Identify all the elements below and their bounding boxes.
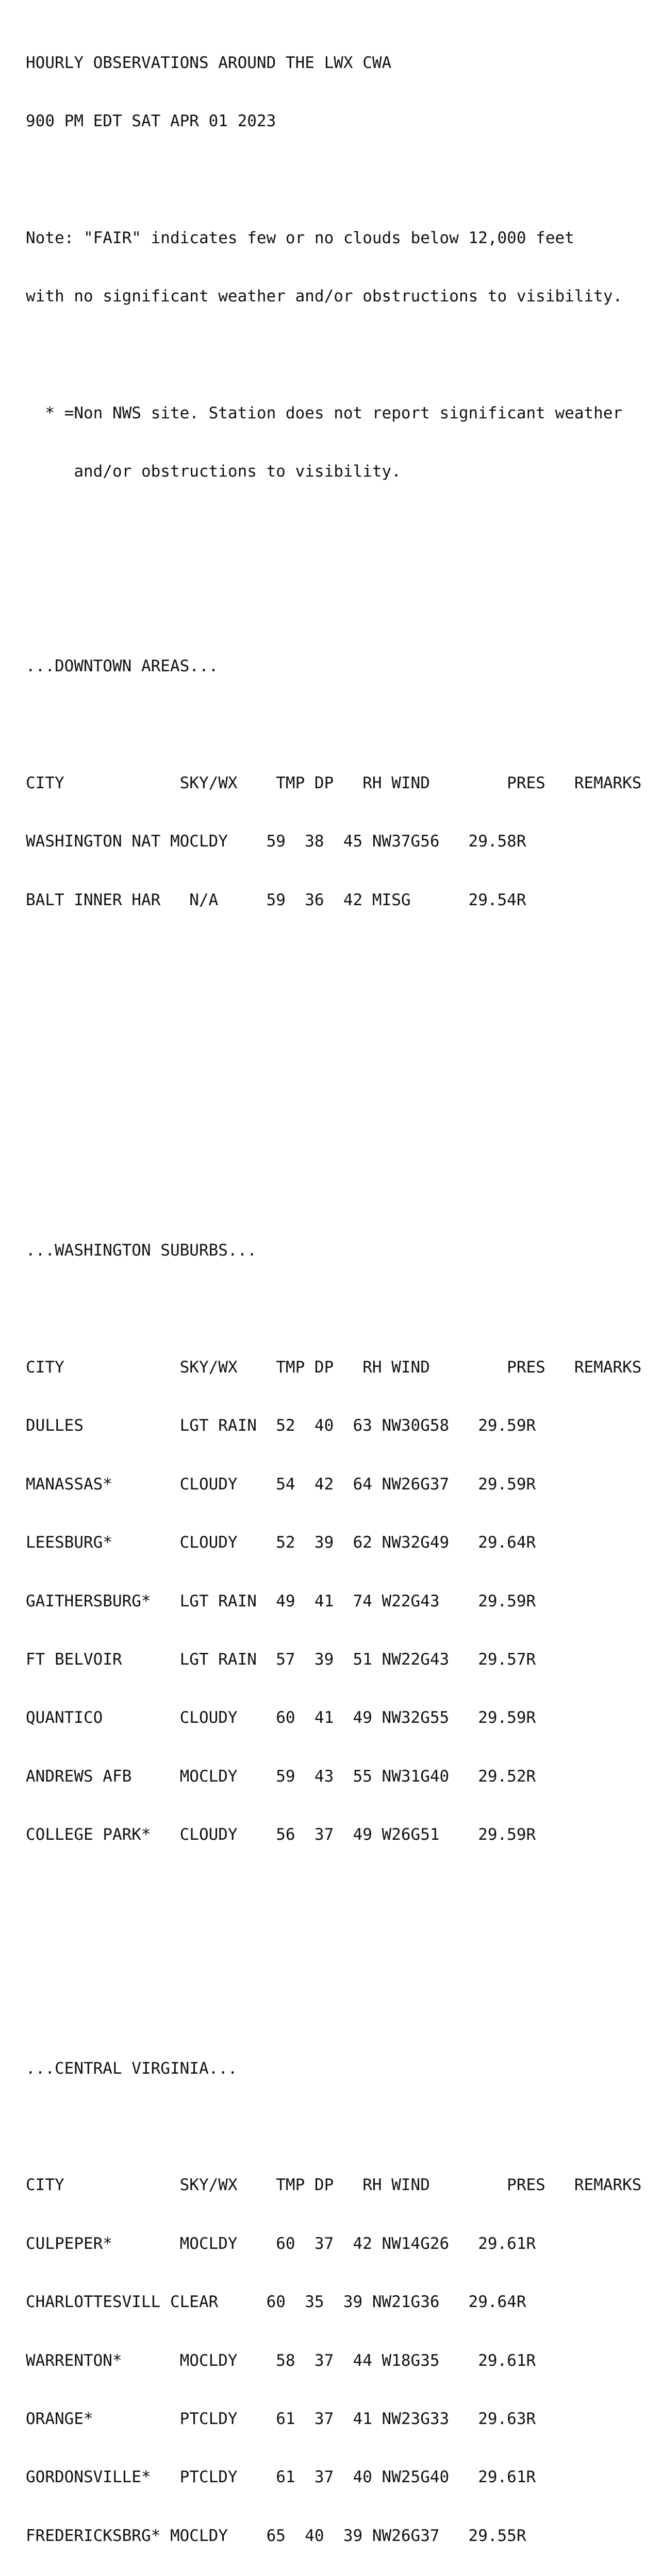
note-line-2: with no significant weather and/or obstructions to visibility. — [26, 287, 623, 306]
table-row: GAITHERSBURG* LGT RAIN 49 41 74 W22G43 29.59R — [26, 1591, 536, 1611]
table-row: CHARLOTTESVILL CLEAR 60 35 39 NW21G36 29.64R — [26, 2293, 526, 2312]
section-downtown-areas — [26, 618, 662, 950]
spacer — [26, 1105, 662, 1125]
spacer — [26, 716, 662, 735]
spacer — [26, 1923, 662, 1942]
table-row: BALT INNER HAR N/A 59 36 42 MISG 29.54R — [26, 890, 526, 909]
spacer — [26, 988, 662, 1008]
table-row: WASHINGTON NAT MOCLDY 59 38 45 NW37G56 29.58R — [26, 832, 526, 851]
report-timestamp: 900 PM EDT SAT APR 01 2023 — [26, 111, 276, 130]
table-row: COLLEGE PARK* CLOUDY 56 37 49 W26G51 29.59R — [26, 1825, 536, 1844]
section-title: ...CENTRAL VIRGINIA... — [26, 2059, 238, 2078]
table-row: FREDERICKSBRG* MOCLDY 65 40 39 NW26G37 29.55R — [26, 2526, 526, 2545]
section-central-virginia — [26, 2020, 662, 2576]
spacer — [26, 170, 662, 190]
table-row: GORDONSVILLE* PTCLDY 61 37 40 NW25G40 29.61R — [26, 2468, 536, 2487]
table-row: MANASSAS* CLOUDY 54 42 64 NW26G37 29.59R — [26, 1475, 536, 1494]
spacer — [26, 2117, 662, 2137]
report-title: HOURLY OBSERVATIONS AROUND THE LWX CWA — [26, 53, 392, 72]
table-row: LEESBURG* CLOUDY 52 39 62 NW32G49 29.64R — [26, 1533, 536, 1552]
section-washington-suburbs — [26, 1202, 662, 1884]
table-row: QUANTICO CLOUDY 60 41 49 NW32G55 29.59R — [26, 1708, 536, 1727]
spacer — [26, 346, 662, 365]
section-title: ...WASHINGTON SUBURBS... — [26, 1241, 257, 1260]
table-row: DULLES LGT RAIN 52 40 63 NW30G58 29.59R — [26, 1416, 536, 1435]
spacer — [26, 1046, 662, 1066]
table-header: CITY SKY/WX TMP DP RH WIND PRES REMARKS — [26, 774, 642, 793]
table-row: FT BELVOIR LGT RAIN 57 39 51 NW22G43 29.57R — [26, 1650, 536, 1669]
legend-line-1: * =Non NWS site. Station does not report significant weather — [26, 403, 623, 422]
spacer — [26, 1300, 662, 1319]
table-header: CITY SKY/WX TMP DP RH WIND PRES REMARKS — [26, 1358, 642, 1377]
legend-line-2: and/or obstructions to visibility. — [26, 462, 401, 481]
table-row: ORANGE* PTCLDY 61 37 41 NW23G33 29.63R — [26, 2410, 536, 2429]
table-header: CITY SKY/WX TMP DP RH WIND PRES REMARKS — [26, 2176, 642, 2195]
section-title: ...DOWNTOWN AREAS... — [26, 657, 219, 676]
note-line-1: Note: "FAIR" indicates few or no clouds below 12,000 feet — [26, 228, 574, 247]
observations-document — [26, 14, 662, 2576]
table-row: WARRENTON* MOCLDY 58 37 44 W18G35 29.61R — [26, 2351, 536, 2370]
table-row: CULPEPER* MOCLDY 60 37 42 NW14G26 29.61R — [26, 2234, 536, 2253]
spacer — [26, 521, 662, 540]
table-row: ANDREWS AFB MOCLDY 59 43 55 NW31G40 29.52R — [26, 1767, 536, 1786]
